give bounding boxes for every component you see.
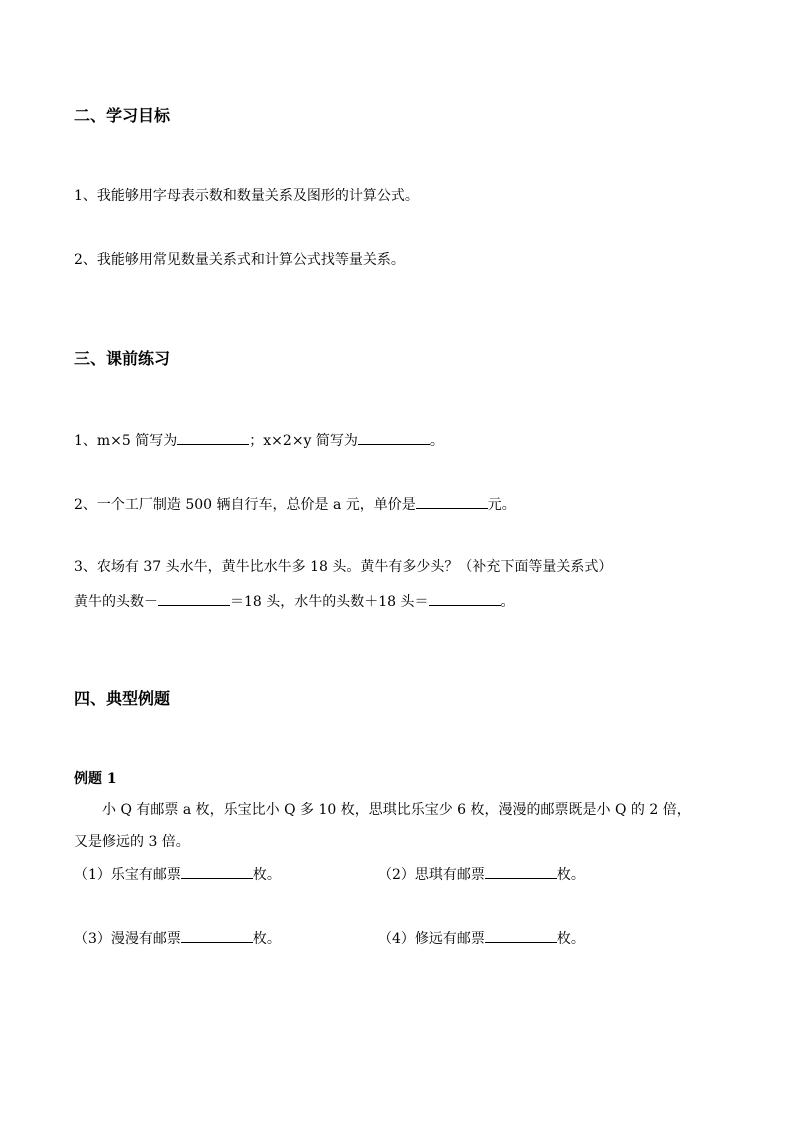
answer-blank[interactable] [358,430,430,445]
sub4-pre: （4）修远有邮票 [378,931,485,947]
q1-text-a: 1、m×5 简写为 [74,433,178,449]
goal-item-1: 1、我能够用字母表示数和数量关系及图形的计算公式。 [74,188,419,204]
answer-blank[interactable] [429,591,501,606]
section-title-learning-goals: 二、学习目标 [74,106,171,125]
example-paragraph-2: 又是修远的 3 倍。 [74,834,190,850]
sub1-pre: （1）乐宝有邮票 [74,867,181,883]
q2-text-a: 2、一个工厂制造 500 辆自行车，总价是 a 元，单价是 [74,497,416,513]
answer-blank[interactable] [181,864,253,879]
sub1-post: 枚。 [252,867,281,883]
answer-blank[interactable] [158,591,230,606]
example-sub-1 [74,864,281,885]
sub2-pre: （2）思琪有邮票 [378,867,485,883]
example-sub-2 [378,864,585,885]
practice-q1 [74,430,444,451]
practice-q3-line1: 3、农场有 37 头水牛，黄牛比水牛多 18 头。黄牛有多少头？（补充下面等量关系式） [74,559,613,575]
example-sub-3 [74,928,281,949]
example-sub-4 [378,928,585,949]
answer-blank[interactable] [485,864,557,879]
example-paragraph-1: 小 Q 有邮票 a 枚，乐宝比小 Q 多 10 枚，思琪比乐宝少 6 枚，漫漫的邮票既是小 Q 的 2 倍， [102,802,691,818]
answer-blank[interactable] [181,928,253,943]
sub3-pre: （3）漫漫有邮票 [74,931,181,947]
practice-q2 [74,494,516,515]
section-title-preclass-practice: 三、课前练习 [74,349,171,368]
goal-item-2: 2、我能够用常见数量关系式和计算公式找等量关系。 [74,252,405,268]
example-title: 例题 1 [74,771,117,787]
q2-text-b: 元。 [487,497,516,513]
q3-text-a: 黄牛的头数－ [74,594,158,610]
answer-blank[interactable] [485,928,557,943]
q3-text-c: 。 [500,594,515,610]
answer-blank[interactable] [416,494,488,509]
section-title-typical-examples: 四、典型例题 [74,689,171,708]
sub2-post: 枚。 [556,867,585,883]
q1-text-c: 。 [429,433,444,449]
answer-blank[interactable] [177,430,249,445]
q1-text-b: ；x×2×y 简写为 [249,433,358,449]
practice-q3-line2 [74,591,515,612]
sub3-post: 枚。 [252,931,281,947]
sub4-post: 枚。 [556,931,585,947]
q3-text-b: ＝18 头，水牛的头数＋18 头＝ [230,594,429,610]
